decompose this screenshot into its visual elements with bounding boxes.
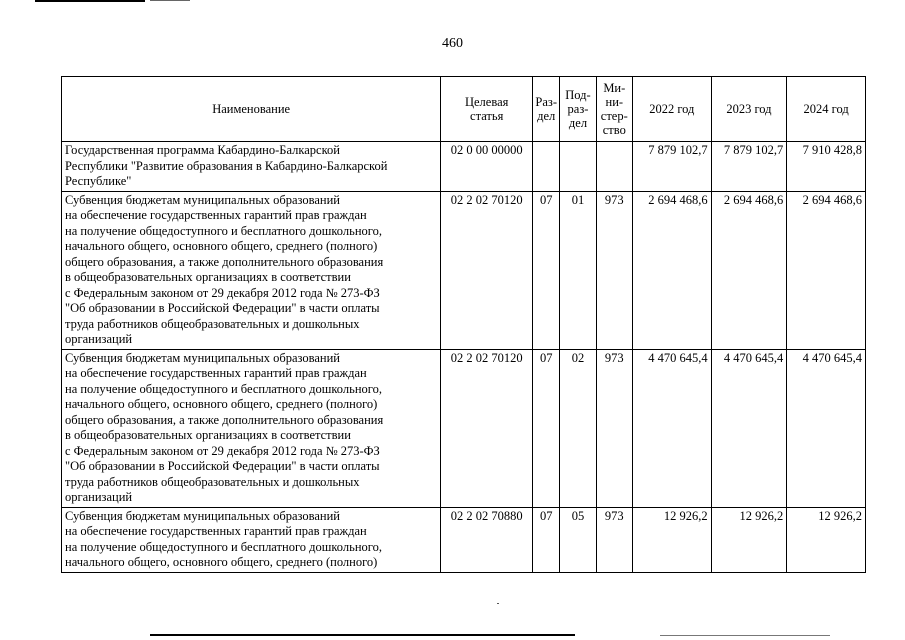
name-line: Государственная программа Кабардино-Балкарской [65,143,340,157]
cell-year-2024: 2 694 468,6 [787,191,866,349]
name-line: в общеобразовательных организациях в соответствии [65,270,351,284]
cell-name [62,142,441,192]
cell-ministry: 973 [596,349,632,507]
table-header-row [62,77,866,142]
cell-name [62,191,441,349]
cell-subsection: 02 [560,349,596,507]
scan-bottom-rule [150,634,575,636]
name-line: труда работников общеобразовательных и дошкольных [65,474,360,489]
scan-top-rule [35,0,145,2]
cell-section: 07 [533,191,560,349]
table-row [62,349,866,507]
name-line: Республике" [65,174,132,188]
scan-speck [497,603,499,604]
name-line: начального общего, основного общего, среднего (полного) [65,239,378,253]
header-target-article: Целевая статья [441,77,533,142]
name-line: в общеобразовательных организациях в соответствии [65,428,351,442]
cell-year-2024: 4 470 645,4 [787,349,866,507]
cell-name [62,507,441,572]
header-year-2024: 2024 год [787,77,866,142]
name-line: "Об образовании в Российской Федерации" в части оплаты [65,459,380,473]
header-subsection: Под- раз- дел [560,77,596,142]
page-number: 460 [442,36,463,51]
cell-year-2023: 2 694 468,6 [711,191,787,349]
table-row [62,507,866,572]
name-line: с Федеральным законом от 29 декабря 2012 года № 273-ФЗ [65,443,380,458]
cell-year-2023: 12 926,2 [711,507,787,572]
name-line: Субвенция бюджетам муниципальных образований [65,508,340,523]
cell-section: 07 [533,349,560,507]
name-line: начального общего, основного общего, среднего (полного) [65,555,378,569]
name-line: Субвенция бюджетам муниципальных образований [65,192,340,207]
cell-target-article: 02 2 02 70120 [441,349,533,507]
cell-subsection: 05 [560,507,596,572]
cell-target-article: 02 2 02 70880 [441,507,533,572]
name-line: организаций [65,490,133,504]
cell-year-2023: 4 470 645,4 [711,349,787,507]
cell-year-2024: 12 926,2 [787,507,866,572]
table-row [62,191,866,349]
name-line: общего образования, а также дополнительного образования [65,254,384,269]
header-ministry: Ми- ни- стер- ство [596,77,632,142]
name-line: начального общего, основного общего, среднего (полного) [65,397,378,411]
header-name: Наименование [62,77,441,142]
cell-year-2022: 12 926,2 [632,507,711,572]
cell-target-article: 02 0 00 00000 [441,142,533,192]
name-line: на обеспечение государственных гарантий прав граждан [65,366,367,380]
budget-table [61,76,866,573]
name-line: труда работников общеобразовательных и дошкольных [65,316,360,331]
cell-subsection: 01 [560,191,596,349]
name-line: общего образования, а также дополнительного образования [65,412,384,427]
cell-target-article: 02 2 02 70120 [441,191,533,349]
cell-year-2022: 4 470 645,4 [632,349,711,507]
cell-year-2023: 7 879 102,7 [711,142,787,192]
name-line: на получение общедоступного и бесплатного дошкольного, [65,539,382,554]
cell-year-2024: 7 910 428,8 [787,142,866,192]
name-line: Субвенция бюджетам муниципальных образований [65,350,340,365]
cell-section [533,142,560,192]
scan-top-rule-faint [150,0,190,1]
header-year-2023: 2023 год [711,77,787,142]
name-line: на обеспечение государственных гарантий прав граждан [65,208,367,222]
cell-section: 07 [533,507,560,572]
name-line: Республики "Развитие образования в Кабардино-Балкарской [65,158,388,173]
cell-ministry [596,142,632,192]
name-line: "Об образовании в Российской Федерации" в части оплаты [65,301,380,315]
table-body [62,142,866,573]
name-line: на получение общедоступного и бесплатного дошкольного, [65,223,382,238]
name-line: на получение общедоступного и бесплатного дошкольного, [65,381,382,396]
header-year-2022: 2022 год [632,77,711,142]
header-section: Раз- дел [533,77,560,142]
name-line: организаций [65,332,133,346]
name-line: с Федеральным законом от 29 декабря 2012 года № 273-ФЗ [65,285,380,300]
cell-year-2022: 2 694 468,6 [632,191,711,349]
cell-ministry: 973 [596,191,632,349]
scan-bottom-rule-faint [660,635,830,636]
cell-subsection [560,142,596,192]
table-row [62,142,866,192]
cell-ministry: 973 [596,507,632,572]
name-line: на обеспечение государственных гарантий прав граждан [65,524,367,538]
cell-year-2022: 7 879 102,7 [632,142,711,192]
cell-name [62,349,441,507]
